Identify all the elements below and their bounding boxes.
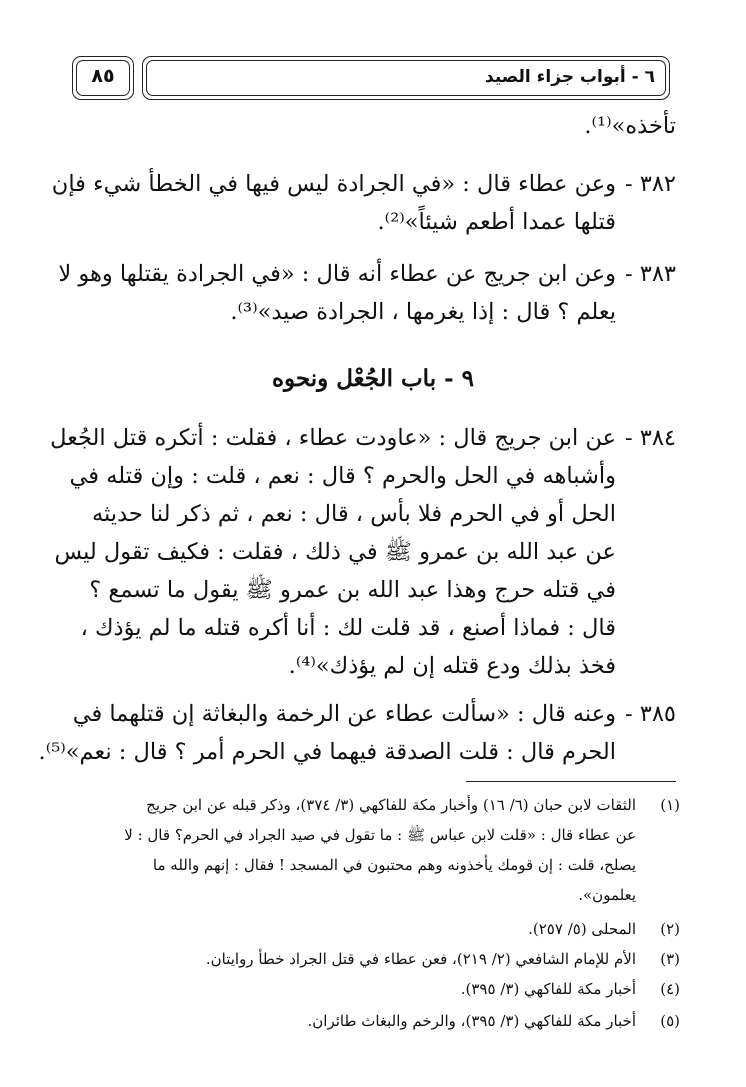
continuation-line: تأخذه»⁽¹⁾. (584, 113, 676, 139)
footnote-text-line: عن عطاء قال : «قلت لابن عباس ﷺ : ما تقول في صيد الجراد في الحرم؟ قال : لا (124, 826, 636, 844)
footnote-text-line: المحلى (٥/ ٢٥٧). (528, 920, 636, 938)
entry-text-line: عن عبد الله بن عمرو ﷺ في ذلك ، فقلت : فكيف تقول ليس (54, 539, 616, 565)
footnote-marker: (٥) (660, 1012, 680, 1030)
chapter-title: ٦ - أبواب جزاء الصيد (485, 67, 655, 87)
entry-text-line: وعن ابن جريج عن عطاء أنه قال : «في الجرادة يقتلها وهو لا (58, 261, 616, 287)
footnote-text-line: أخبار مكة للفاكهي (٣/ ٣٩٥)، والرخم والبغاث طائران. (307, 1012, 636, 1030)
page-header (72, 56, 670, 100)
page-number-frame (72, 56, 134, 100)
footnote-text-line: الأم للإمام الشافعي (٢/ ٢١٩)، فعن عطاء في قتل الجراد خطأ روايتان. (205, 950, 636, 968)
entry-text-line: الحرم قال : قلت الصدقة فيهما في الحرم أمر ؟ قال : نعم»⁽⁵⁾. (38, 739, 616, 765)
chapter-title-frame (142, 56, 670, 100)
page-number: ٨٥ (91, 65, 115, 87)
entry-text-line: وأشباهه في الحل والحرم ؟ قال : نعم ، قلت : وإن قتله في (69, 463, 616, 489)
footnote-text-line: الثقات لابن حبان (٦/ ١٦) وأخبار مكة للفاكهي (٣/ ٣٧٤)، وذكر قبله عن ابن جريج (146, 796, 636, 814)
entry-text-line: يعلم ؟ قال : إذا يغرمها ، الجرادة صيد»⁽³⁾. (230, 299, 616, 325)
entry-number: ٣٨٢ - (624, 171, 676, 197)
footnote-marker: (٢) (660, 920, 680, 938)
entry-text-line: قال : فماذا أصنع ، قد قلت لك : أنا أكره قتله ما لم يؤذك ، (80, 615, 616, 641)
section-heading: ٩ - باب الجُعْل ونحوه (271, 365, 475, 392)
entry-text-line: وعنه قال : «سألت عطاء عن الرخمة والبغاثة إن قتلهما في (72, 701, 616, 727)
footnote-text-line: يصلح، قلت : إن قومك يأخذونه وهم محتبون في المسجد ! فقال : إنهم والله ما (152, 856, 636, 874)
footnote-text-line: أخبار مكة للفاكهي (٣/ ٣٩٥). (460, 980, 636, 998)
entry-text-line: الحل أو في الحرم فلا بأس ، قال : نعم ، ثم ذكر لنا حديثه (91, 501, 616, 527)
footnote-marker: (١) (660, 796, 680, 814)
entry-text-line: فخذ بذلك ودع قتله إن لم يؤذك»⁽⁴⁾. (288, 653, 616, 679)
footnote-marker: (٣) (660, 950, 680, 968)
entry-number: ٣٨٤ - (624, 425, 676, 451)
entry-text-line: في قتله حرج وهذا عبد الله بن عمرو ﷺ يقول ما تسمع ؟ (89, 577, 616, 603)
entry-number: ٣٨٥ - (624, 701, 676, 727)
footnote-marker: (٤) (660, 980, 680, 998)
entry-text-line: قتلها عمدا أطعم شيئاً»⁽²⁾. (377, 209, 616, 235)
footnote-text-line: يعلمون». (578, 886, 636, 904)
entry-text-line: عن ابن جريج قال : «عاودت عطاء ، فقلت : أتكره قتل الجُعل (50, 425, 616, 451)
entry-number: ٣٨٣ - (624, 261, 676, 287)
footnote-divider (466, 781, 676, 782)
entry-text-line: وعن عطاء قال : «في الجرادة ليس فيها في الخطأ شيء فإن (51, 171, 616, 197)
